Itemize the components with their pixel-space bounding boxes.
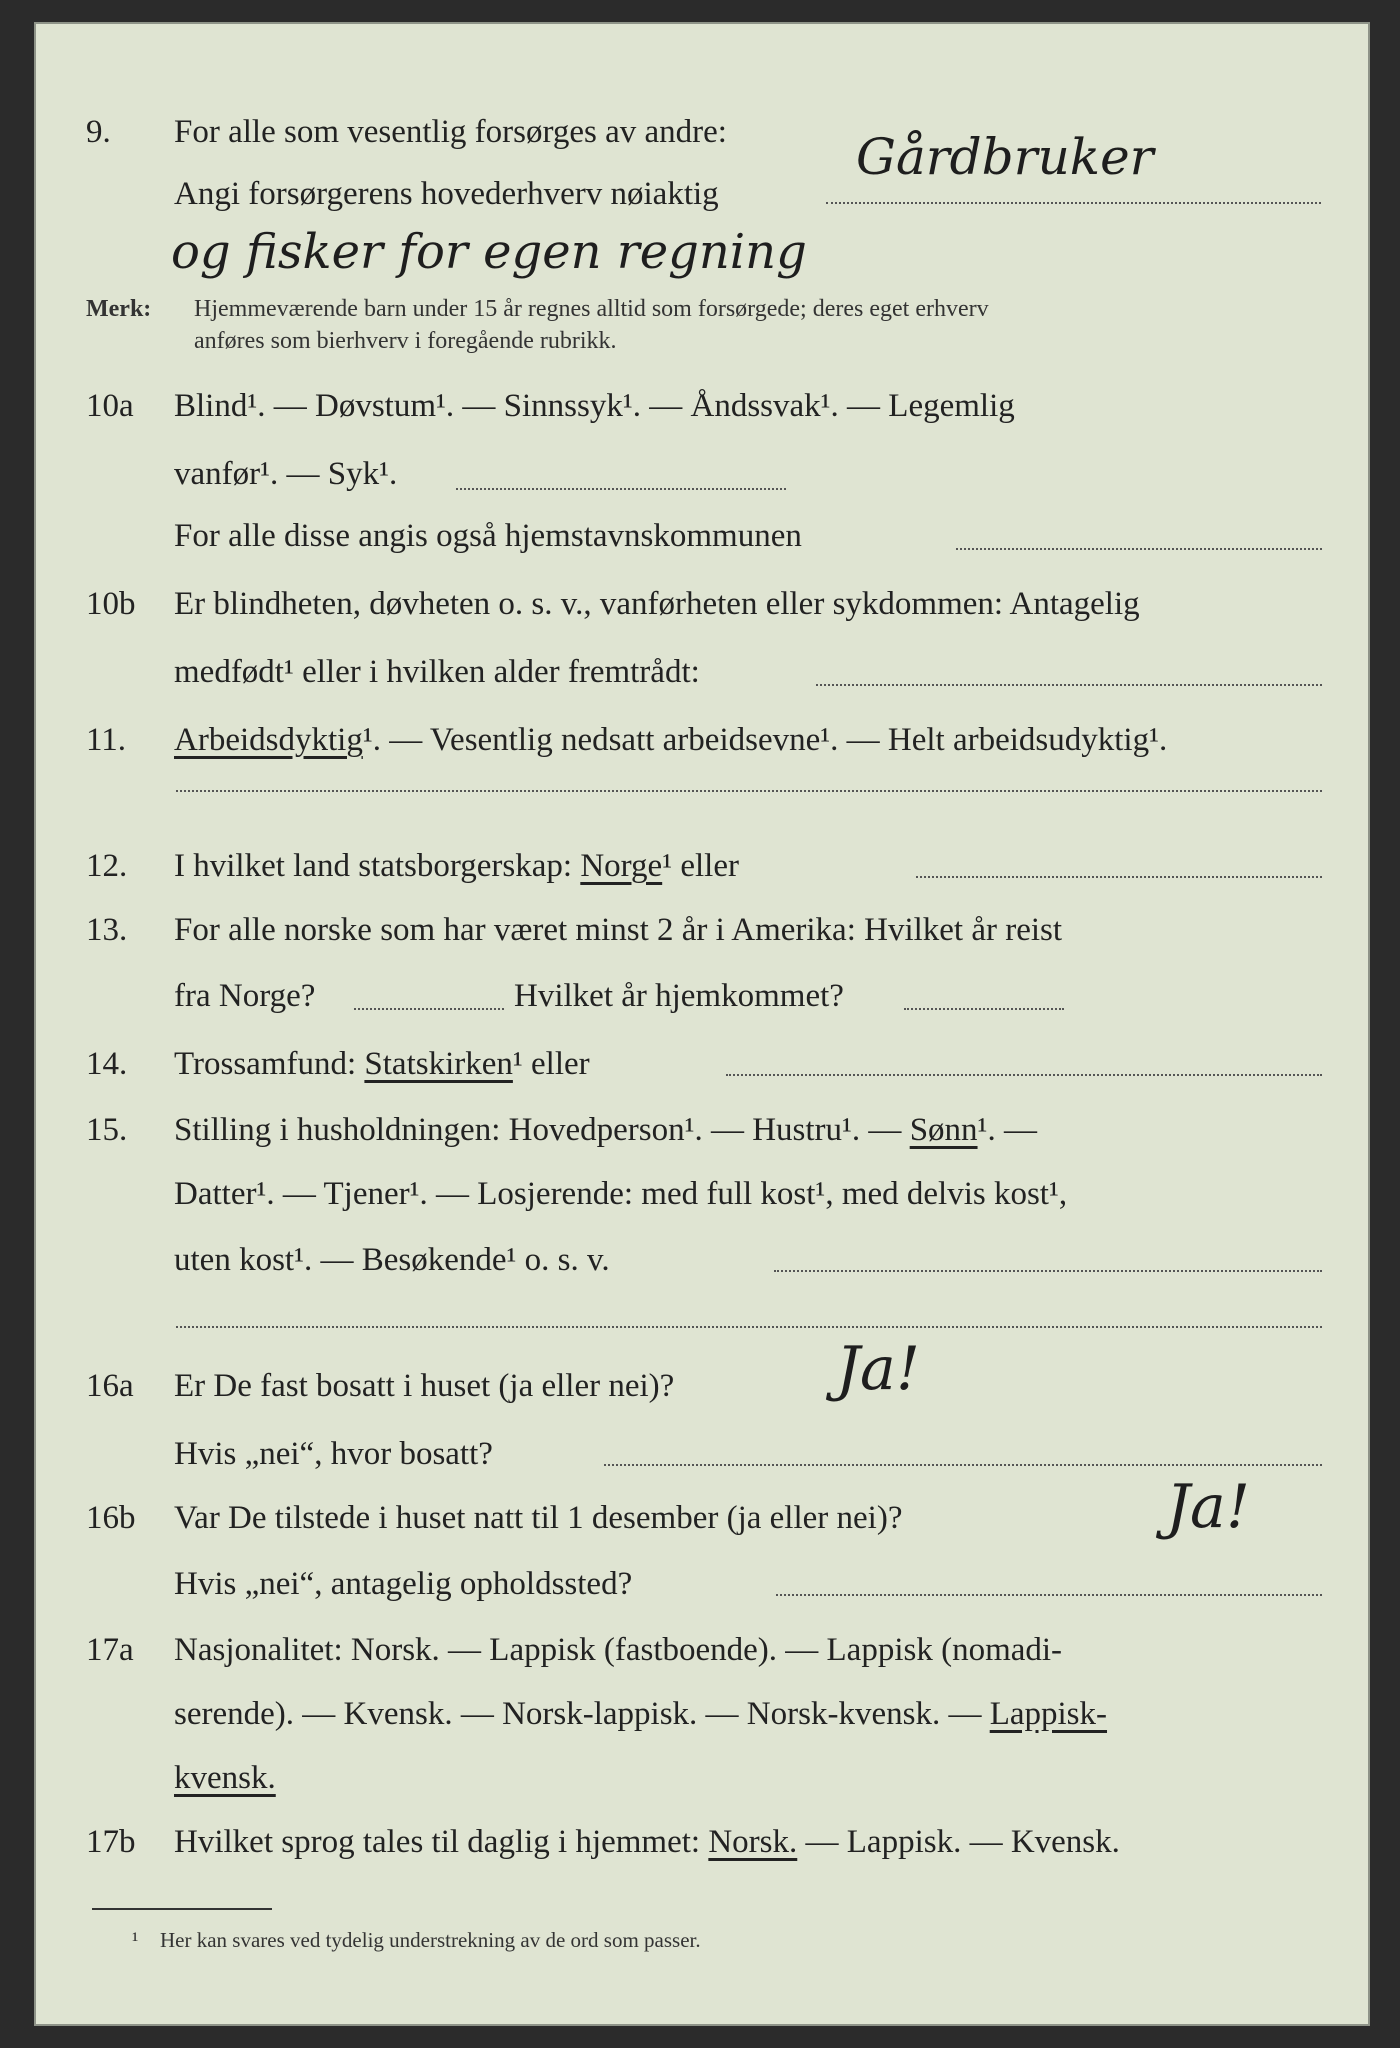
q16b-text1: Var De tilstede i huset natt til 1 desember (ja eller nei)? — [174, 1500, 903, 1536]
q17a-text1: Nasjonalitet: Norsk. — Lappisk (fastboende). — Lappisk (nomadi- — [174, 1632, 1063, 1668]
q15-options-b: ¹. — — [977, 1112, 1037, 1148]
q9-handwritten-continuation: og fisker for egen regning — [171, 224, 807, 280]
q16a-handwritten-answer: Ja! — [836, 1334, 920, 1404]
q15-options-a: Stilling i husholdningen: Hovedperson¹. — Hustru¹. — — [174, 1112, 902, 1148]
q17b-number: 17b — [86, 1824, 136, 1860]
q17b-question: Hvilket sprog tales til daglig i hjemmet: — [174, 1824, 701, 1860]
q13-text2b: Hvilket år hjemkommet? — [514, 978, 844, 1014]
q12-answer-line — [916, 876, 1322, 878]
q12-suffix: ¹ eller — [662, 848, 739, 884]
q17a-number: 17a — [86, 1632, 134, 1668]
q12-text — [174, 846, 739, 886]
q14-question: Trossamfund: — [174, 1046, 357, 1082]
q11-number: 11. — [86, 722, 127, 758]
q10b-text2: medfødt¹ eller i hvilken alder fremtrådt: — [174, 654, 700, 690]
q17a-selected-option: Lappisk- — [989, 1696, 1108, 1732]
q9-text1: For alle som vesentlig forsørges av andre: — [174, 114, 727, 150]
q15-text1 — [174, 1110, 1037, 1150]
q16b-number: 16b — [86, 1500, 136, 1536]
q16a-text2: Hvis „nei“, hvor bosatt? — [174, 1436, 493, 1472]
q15-text3: uten kost¹. — Besøkende¹ o. s. v. — [174, 1242, 610, 1278]
q17a-selected-option-cont: kvensk. — [174, 1760, 276, 1796]
q17b-selected-option: Norsk. — [708, 1824, 798, 1860]
q15-answer-line2 — [176, 1326, 1322, 1328]
q13-text2a: fra Norge? — [174, 978, 316, 1014]
q12-question: I hvilket land statsborgerskap: — [174, 848, 573, 884]
q16a-text1: Er De fast bosatt i huset (ja eller nei)? — [174, 1368, 675, 1404]
q10a-answer-line — [456, 488, 786, 490]
q15-number: 15. — [86, 1112, 128, 1148]
q13-year-returned-line — [904, 1008, 1064, 1010]
q9-answer-line — [826, 202, 1321, 204]
census-form-page — [34, 22, 1370, 2026]
q10b-answer-line — [816, 684, 1322, 686]
merk-label: Merk: — [86, 296, 152, 322]
q16a-answer-line — [604, 1464, 1322, 1466]
q16b-text2: Hvis „nei“, antagelig opholdssted? — [174, 1566, 633, 1602]
q13-year-left-line — [354, 1008, 504, 1010]
q16a-number: 16a — [86, 1368, 134, 1404]
q15-text2: Datter¹. — Tjener¹. — Losjerende: med full kost¹, med delvis kost¹, — [174, 1176, 1068, 1212]
q10b-number: 10b — [86, 586, 136, 622]
q16b-answer-line — [776, 1594, 1322, 1596]
footnote-rule — [92, 1908, 272, 1910]
merk-text1: Hjemmeværende barn under 15 år regnes alltid som forsørgede; deres eget erhverv — [194, 296, 989, 322]
q9-text2: Angi forsørgerens hovederhverv nøiaktig — [174, 176, 719, 212]
q17a-options: serende). — Kvensk. — Norsk-lappisk. — Norsk-kvensk. — — [174, 1696, 982, 1732]
q10a-text3: For alle disse angis også hjemstavnskommunen — [174, 518, 802, 554]
q13-text1: For alle norske som har været minst 2 år i Amerika: Hvilket år reist — [174, 912, 1063, 948]
q14-number: 14. — [86, 1046, 128, 1082]
q10a-number: 10a — [86, 388, 134, 424]
q16b-handwritten-answer: Ja! — [1166, 1472, 1250, 1542]
footnote-text: Her kan svares ved tydelig understrekning av de ord som passer. — [160, 1928, 701, 1952]
merk-text2: anføres som bierhverv i foregående rubrikk. — [194, 328, 617, 354]
q17a-text2 — [174, 1694, 1107, 1734]
q11-options: ¹. — Vesentlig nedsatt arbeidsevne¹. — Helt arbeidsudyktig¹. — [362, 722, 1168, 758]
q14-suffix: ¹ eller — [512, 1046, 590, 1082]
footnote-mark: ¹ — [132, 1928, 139, 1952]
q15-answer-line — [774, 1270, 1322, 1272]
q10a-text1: Blind¹. — Døvstum¹. — Sinnssyk¹. — Åndssvak¹. — Legemlig — [174, 388, 1015, 424]
q15-selected-option: Sønn — [909, 1112, 978, 1148]
q10b-text1: Er blindheten, døvheten o. s. v., vanførheten eller sykdommen: Antagelig — [174, 586, 1140, 622]
q11-answer-line — [176, 790, 1322, 792]
q14-text — [174, 1044, 590, 1084]
q9-number: 9. — [86, 114, 111, 150]
q12-selected-option: Norge — [580, 848, 663, 884]
q14-answer-line — [726, 1074, 1322, 1076]
q13-number: 13. — [86, 912, 128, 948]
q14-selected-option: Statskirken — [364, 1046, 513, 1082]
q17b-options: — Lappisk. — Kvensk. — [805, 1824, 1120, 1860]
q17b-text — [174, 1822, 1120, 1862]
q10a-text2: vanfør¹. — Syk¹. — [174, 456, 398, 492]
q11-selected-option: Arbeidsdyktig — [174, 722, 363, 758]
q11-text — [174, 720, 1167, 760]
q9-handwritten-occupation: Gårdbruker — [856, 128, 1154, 186]
q10a-hometown-line — [956, 548, 1322, 550]
q12-number: 12. — [86, 848, 128, 884]
